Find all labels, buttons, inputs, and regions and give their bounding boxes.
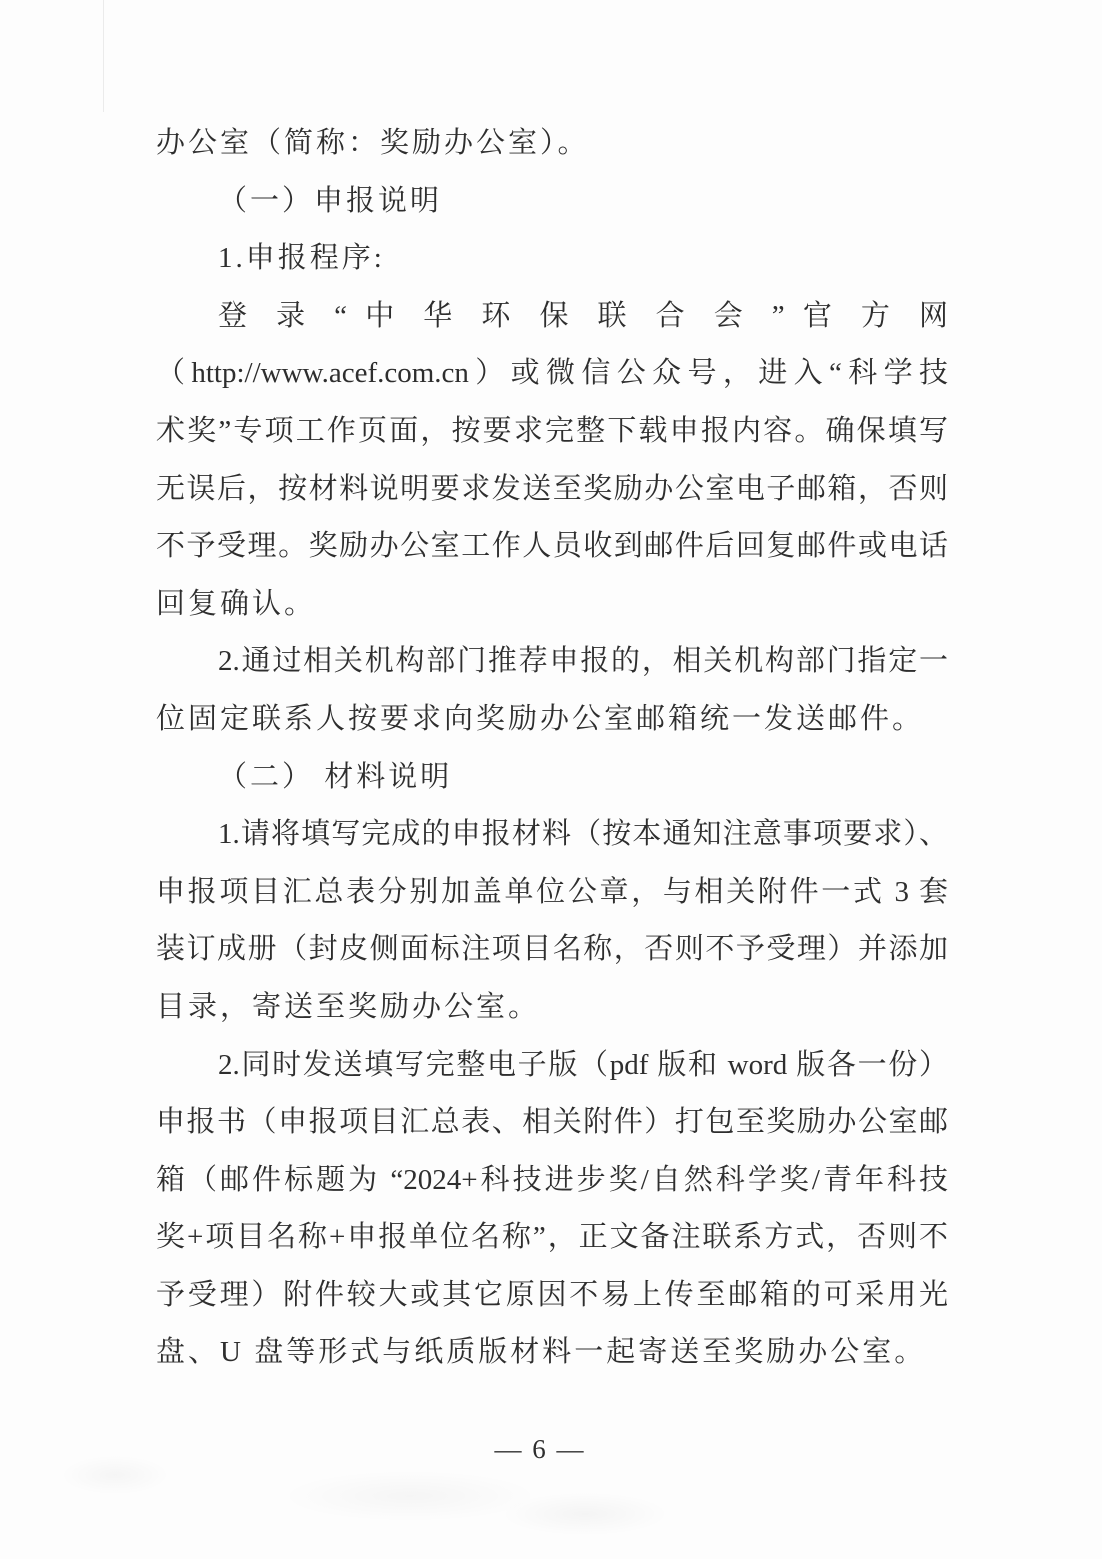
text-line: 予受理）附件较大或其它原因不易上传至邮箱的可采用光 xyxy=(156,1278,948,1311)
page-number: — 6 — xyxy=(494,1434,586,1464)
text-line: （http://www.acef.com.cn）或微信公众号，进入“科学技 xyxy=(156,357,948,390)
text-line: 箱（邮件标题为 “2024+科技进步奖/自然科学奖/青年科技 xyxy=(156,1163,948,1196)
text-line: 无误后，按材料说明要求发送至奖励办公室电子邮箱，否则 xyxy=(156,472,948,505)
text-line: 位固定联系人按要求向奖励办公室邮箱统一发送邮件。 xyxy=(156,702,925,735)
text-line: 盘、U 盘等形式与纸质版材料一起寄送至奖励办公室。 xyxy=(156,1336,927,1369)
scan-smudge xyxy=(280,1470,540,1522)
scan-smudge xyxy=(60,1455,170,1495)
scan-artifact-line xyxy=(103,0,104,112)
text-line: 申报书（申报项目汇总表、相关附件）打包至奖励办公室邮 xyxy=(156,1106,948,1139)
list-item-heading: 1.申报程序: xyxy=(218,242,385,275)
text-line: 装订成册（封皮侧面标注项目名称，否则不予受理）并添加 xyxy=(156,933,948,966)
text-line: 回复确认。 xyxy=(156,587,317,620)
text-line: 目录，寄送至奖励办公室。 xyxy=(156,990,541,1023)
text-line: 术奖”专项工作页面，按要求完整下载申报内容。确保填写 xyxy=(156,414,948,447)
text-line: 申报项目汇总表分别加盖单位公章，与相关附件一式 3 套 xyxy=(156,875,948,908)
scan-smudge xyxy=(500,1492,670,1536)
text-line: 2.通过相关机构部门推荐申报的，相关机构部门指定一 xyxy=(218,645,948,678)
text-line: 奖+项目名称+申报单位名称”，正文备注联系方式，否则不 xyxy=(156,1221,948,1254)
text-line: 不予受理。奖励办公室工作人员收到邮件后回复邮件或电话 xyxy=(156,530,948,563)
text-line: 登 录 “ 中 华 环 保 联 合 会 ” 官 方 网 xyxy=(218,299,948,332)
text-line: 2.同时发送填写完整电子版（pdf 版和 word 版各一份） xyxy=(218,1048,948,1081)
document-body xyxy=(156,115,948,1382)
text-line: 办公室（简称：奖励办公室）。 xyxy=(156,127,590,159)
section-heading: （二） 材料说明 xyxy=(218,760,453,793)
section-heading: （一）申报说明 xyxy=(218,184,443,217)
text-line: 1.请将填写完成的申报材料（按本通知注意事项要求）、 xyxy=(218,818,948,851)
